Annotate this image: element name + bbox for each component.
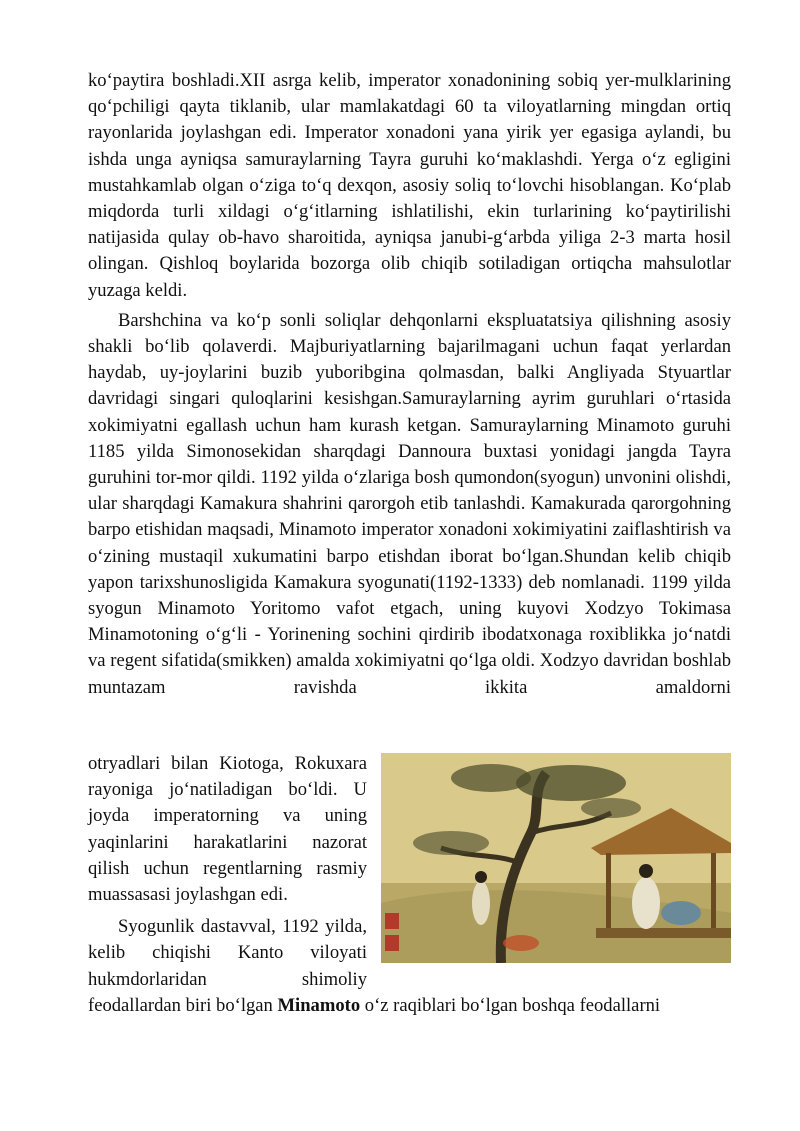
name-minamoto: Minamoto bbox=[277, 994, 361, 1016]
painting-image bbox=[381, 753, 731, 963]
paragraph-2-continued: otryadlari bilan Kiotoga, Rokuxara rayoniga jo‘natiladigan bo‘ldi. U joyda imperatorning va uning yaqinlarini harakatlarini nazorat qilish uchun regentlarning rasmiy muassasasi joylashgan edi. bbox=[88, 753, 367, 906]
paragraph-3-start: Syogunlik dastavval, 1192 yilda, kelib chiqishi Kanto viloyati hukmdorlaridan shimoliy feodallardan biri bo‘lgan bbox=[88, 916, 367, 1016]
body-text bbox=[88, 68, 731, 701]
paragraph-2: Barshchina va ko‘p sonli soliqlar dehqonlarni ekspluatatsiya qilishning asosiy shakli bo‘lib qolaverdi. Majburiyatlarning bajarilmagani uchun faqat yerlardan haydab, uy-joylarini buzib yuboribgina qolmasdan, balki Angliyada Styuartlar davridagi singari quloqlarini kesishgan.Samuraylarning ayrim guruhlari o‘rtasida xokimiyatni egallash uchun ham kurash ketgan. Samuraylarning Minamoto guruhi 1185 yilda Simonosekidan sharqdagi Dannoura buxtasi yonidagi jangda Tayra guruhini tor-mor qildi. 1192 yilda o‘zlariga bosh qumondon(syogun) unvonini olishdi, ular sharqdagi Kamakura shahrini qarorgoh etib tanlashdi. Kamakurada qarorgohning barpo etishidan maqsadi, Minamoto imperator xonadoni xokimiyatini zaiflashtirish va o‘zining mustaqil xukumatini barpo etishdan iborat bo‘lgan.Shundan kelib chiqib yapon tarixshunosligida Kamakura syogunati(1192-1333) deb nomlanadi. 1199 yilda syogun Minamoto Yoritomo vafot etgach, uning kuyovi Xodzyo Tokimasa Minamotoning o‘g‘li - Yorinening sochini qirdirib ibodatxonaga roxiblikka jo‘natdi va regent sifatida(smikken) amalda xokimiyatni qo‘lga oldi. Xodzyo davridan boshlab muntazam ravishda ikkita amaldorni bbox=[88, 309, 731, 698]
paragraph-1: ko‘paytira boshladi.XII asrga kelib, imperator xonadonining sobiq yer-mulklarining qo‘pchiligi qayta tiklanib, ular mamlakatdagi 60 ta viloyatlarning mingdan ortiq rayonlarida joylashgan edi. Imperator xonadoni yana yirik yer egasiga aylandi, bu ishda unga ayniqsa samuraylarning Tayra guruhi ko‘maklashdi. Yerga o‘z egligini mustahkamlab olgan o‘ziga to‘q dexqon, asosiy soliq to‘lovchi hisoblangan. Ko‘plab miqdorda turli xildagi o‘g‘itlarning ishlatilishi, ekin turlarining ko‘paytirilishi natijasida qulay ob-havo sharoitida, ayniqsa janubi-g‘arbda yiliga 2-3 marta hosil olingan. Qishloq boylarida bozorga olib chiqib sotiladigan ortiqcha mahsulotlar yuzaga keldi. bbox=[88, 70, 731, 301]
wrapped-section bbox=[88, 751, 731, 1019]
paragraph-3-end: o‘z raqiblari bo‘lgan boshqa feodallarni bbox=[360, 994, 661, 1016]
